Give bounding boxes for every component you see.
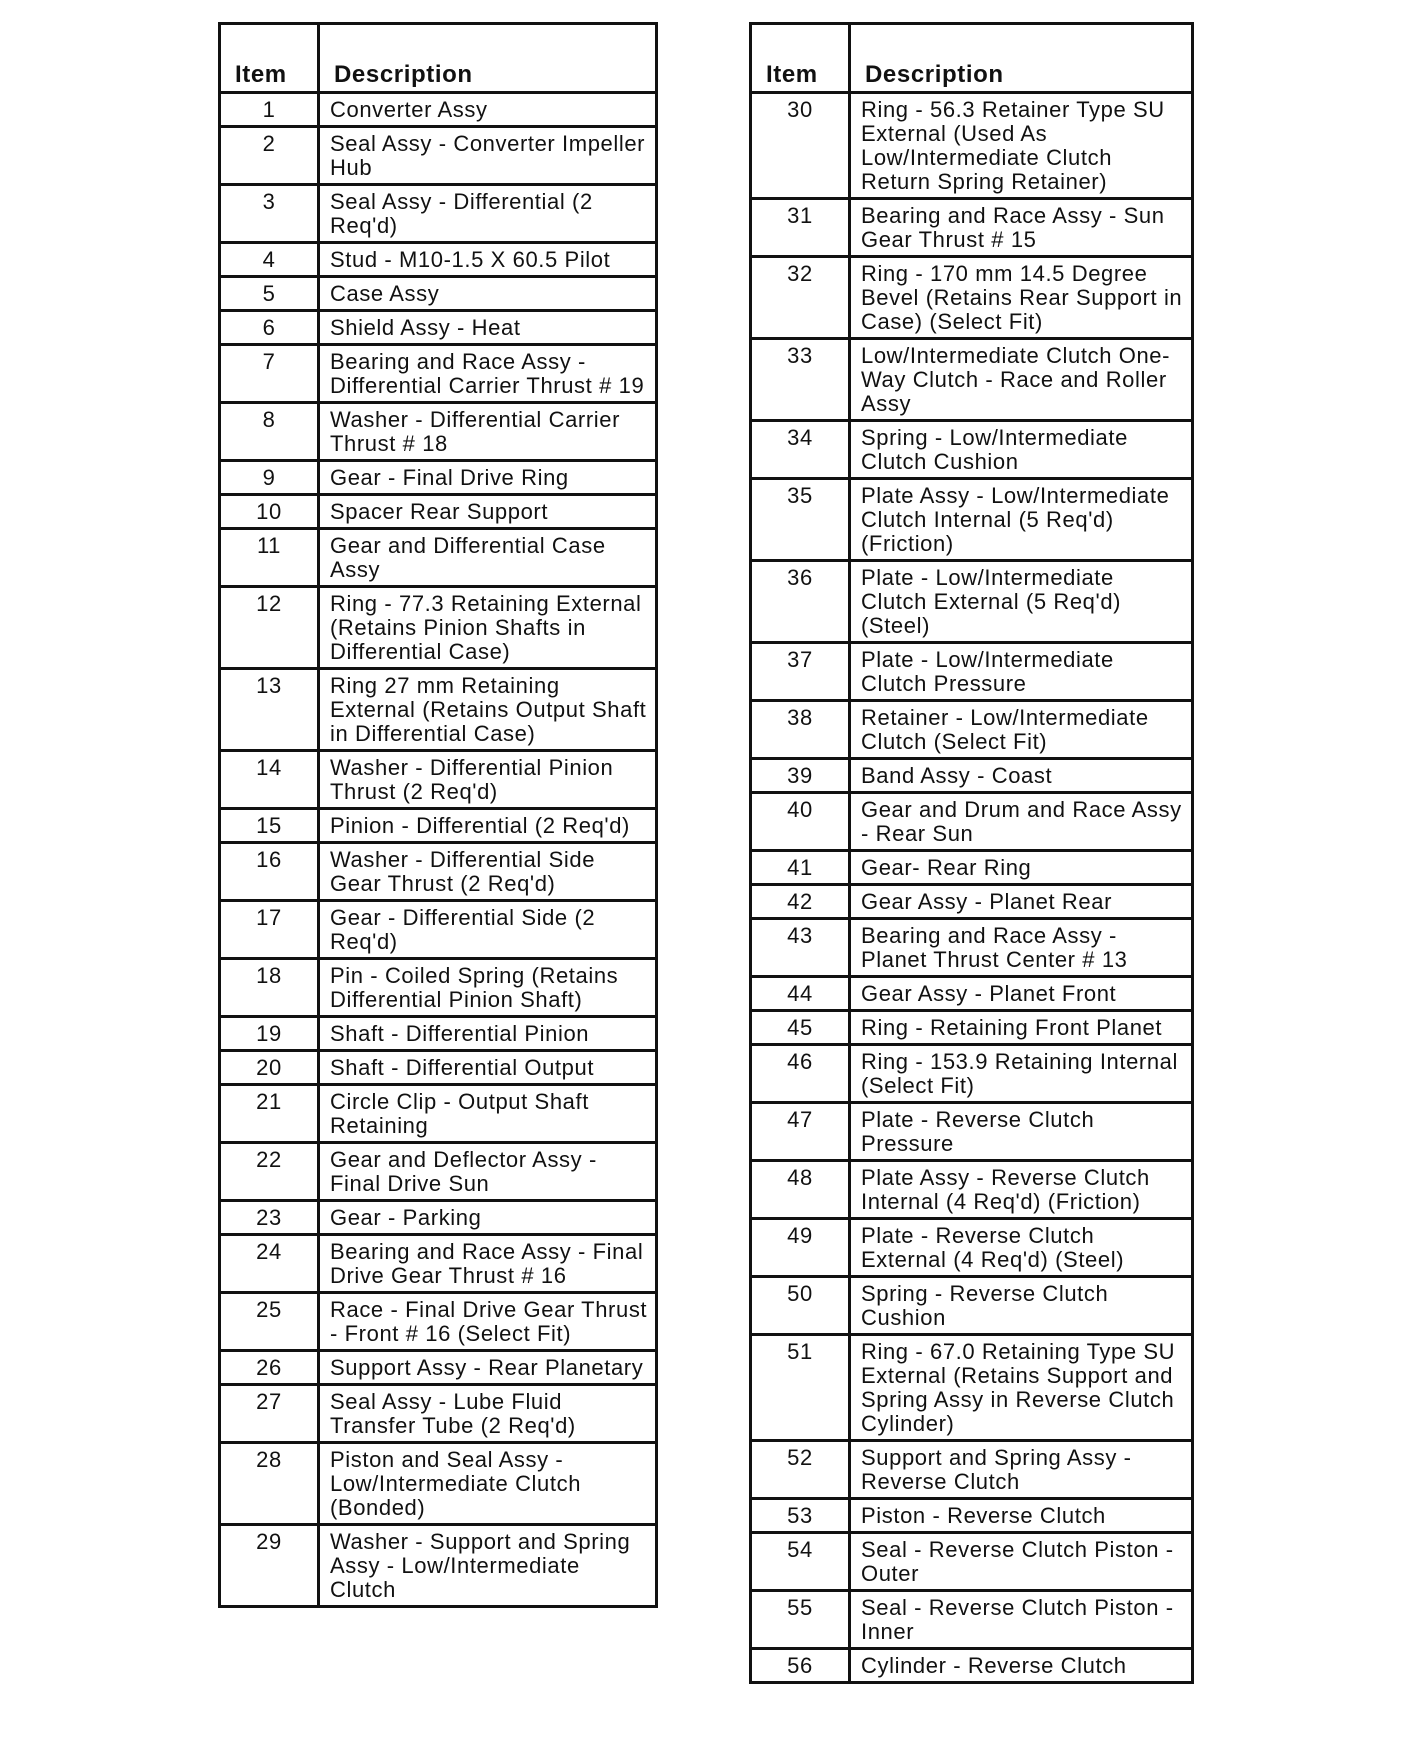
item-number: 56 xyxy=(751,1649,850,1683)
table-row xyxy=(751,1045,1193,1103)
parts-table-left-body xyxy=(220,93,657,1607)
item-description: Support Assy - Rear Planetary xyxy=(319,1351,657,1385)
item-description: Pin - Coiled Spring (Retains Differential Pinion Shaft) xyxy=(319,959,657,1017)
table-row xyxy=(220,243,657,277)
item-number: 4 xyxy=(220,243,319,277)
item-number: 8 xyxy=(220,403,319,461)
item-number: 55 xyxy=(751,1591,850,1649)
item-description: Bearing and Race Assy - Planet Thrust Center # 13 xyxy=(850,919,1193,977)
table-header-row xyxy=(220,24,657,93)
item-description: Ring - 77.3 Retaining External (Retains Pinion Shafts in Differential Case) xyxy=(319,587,657,669)
item-column-header: Item xyxy=(751,24,850,93)
item-description: Retainer - Low/Intermediate Clutch (Select Fit) xyxy=(850,701,1193,759)
item-description: Washer - Differential Carrier Thrust # 18 xyxy=(319,403,657,461)
item-description: Shield Assy - Heat xyxy=(319,311,657,345)
table-row xyxy=(751,643,1193,701)
item-description: Low/Intermediate Clutch One-Way Clutch - Race and Roller Assy xyxy=(850,339,1193,421)
item-description: Spacer Rear Support xyxy=(319,495,657,529)
table-row xyxy=(751,1533,1193,1591)
item-number: 24 xyxy=(220,1235,319,1293)
table-row xyxy=(751,1011,1193,1045)
item-number: 14 xyxy=(220,751,319,809)
item-number: 13 xyxy=(220,669,319,751)
table-row xyxy=(220,751,657,809)
item-description: Case Assy xyxy=(319,277,657,311)
item-number: 53 xyxy=(751,1499,850,1533)
item-description: Gear and Deflector Assy - Final Drive Sun xyxy=(319,1143,657,1201)
item-number: 29 xyxy=(220,1525,319,1607)
table-row xyxy=(751,919,1193,977)
item-description: Bearing and Race Assy - Final Drive Gear Thrust # 16 xyxy=(319,1235,657,1293)
table-row xyxy=(220,1201,657,1235)
item-description: Piston - Reverse Clutch xyxy=(850,1499,1193,1533)
table-row xyxy=(751,257,1193,339)
item-description: Race - Final Drive Gear Thrust - Front # 16 (Select Fit) xyxy=(319,1293,657,1351)
item-number: 40 xyxy=(751,793,850,851)
item-number: 21 xyxy=(220,1085,319,1143)
table-row xyxy=(220,587,657,669)
item-description: Shaft - Differential Pinion xyxy=(319,1017,657,1051)
table-row xyxy=(751,885,1193,919)
item-number: 33 xyxy=(751,339,850,421)
item-description: Circle Clip - Output Shaft Retaining xyxy=(319,1085,657,1143)
item-description: Ring - 170 mm 14.5 Degree Bevel (Retains Rear Support in Case) (Select Fit) xyxy=(850,257,1193,339)
table-row xyxy=(751,479,1193,561)
table-row xyxy=(751,1277,1193,1335)
item-number: 52 xyxy=(751,1441,850,1499)
item-number: 47 xyxy=(751,1103,850,1161)
item-description: Bearing and Race Assy - Sun Gear Thrust # 15 xyxy=(850,199,1193,257)
item-number: 22 xyxy=(220,1143,319,1201)
table-row xyxy=(220,311,657,345)
item-description: Gear Assy - Planet Front xyxy=(850,977,1193,1011)
item-number: 6 xyxy=(220,311,319,345)
table-row xyxy=(751,759,1193,793)
item-description: Spring - Low/Intermediate Clutch Cushion xyxy=(850,421,1193,479)
item-number: 36 xyxy=(751,561,850,643)
item-description: Washer - Support and Spring Assy - Low/Intermediate Clutch xyxy=(319,1525,657,1607)
item-description: Ring - Retaining Front Planet xyxy=(850,1011,1193,1045)
item-number: 11 xyxy=(220,529,319,587)
item-number: 20 xyxy=(220,1051,319,1085)
table-row xyxy=(220,843,657,901)
parts-table-right xyxy=(749,22,1194,1684)
table-row xyxy=(751,1649,1193,1683)
table-row xyxy=(220,1143,657,1201)
table-row xyxy=(751,561,1193,643)
item-description: Gear and Drum and Race Assy - Rear Sun xyxy=(850,793,1193,851)
item-number: 54 xyxy=(751,1533,850,1591)
table-row xyxy=(751,793,1193,851)
table-row xyxy=(220,959,657,1017)
item-number: 26 xyxy=(220,1351,319,1385)
item-number: 51 xyxy=(751,1335,850,1441)
table-row xyxy=(751,1441,1193,1499)
item-number: 35 xyxy=(751,479,850,561)
item-number: 23 xyxy=(220,1201,319,1235)
item-number: 27 xyxy=(220,1385,319,1443)
item-number: 17 xyxy=(220,901,319,959)
table-row xyxy=(220,901,657,959)
item-description: Gear- Rear Ring xyxy=(850,851,1193,885)
item-description: Seal Assy - Lube Fluid Transfer Tube (2 Req'd) xyxy=(319,1385,657,1443)
item-number: 16 xyxy=(220,843,319,901)
item-number: 41 xyxy=(751,851,850,885)
item-number: 18 xyxy=(220,959,319,1017)
table-row xyxy=(751,701,1193,759)
table-row xyxy=(220,1017,657,1051)
item-description: Stud - M10-1.5 X 60.5 Pilot xyxy=(319,243,657,277)
table-row xyxy=(220,529,657,587)
table-row xyxy=(220,669,657,751)
table-row xyxy=(751,1335,1193,1441)
item-number: 19 xyxy=(220,1017,319,1051)
item-description: Plate - Reverse Clutch External (4 Req'd) (Steel) xyxy=(850,1219,1193,1277)
table-row xyxy=(751,421,1193,479)
item-number: 38 xyxy=(751,701,850,759)
table-header-row xyxy=(751,24,1193,93)
item-number: 9 xyxy=(220,461,319,495)
table-row xyxy=(220,495,657,529)
item-number: 30 xyxy=(751,93,850,199)
table-row xyxy=(751,1103,1193,1161)
item-description: Gear - Final Drive Ring xyxy=(319,461,657,495)
item-description: Seal - Reverse Clutch Piston - Outer xyxy=(850,1533,1193,1591)
table-row xyxy=(220,277,657,311)
parts-table-right-body xyxy=(751,93,1193,1683)
item-description: Plate Assy - Low/Intermediate Clutch Internal (5 Req'd) (Friction) xyxy=(850,479,1193,561)
description-column-header: Description xyxy=(319,24,657,93)
item-description: Support and Spring Assy - Reverse Clutch xyxy=(850,1441,1193,1499)
table-row xyxy=(751,977,1193,1011)
item-number: 37 xyxy=(751,643,850,701)
item-number: 7 xyxy=(220,345,319,403)
item-description: Ring 27 mm Retaining External (Retains Output Shaft in Differential Case) xyxy=(319,669,657,751)
item-number: 49 xyxy=(751,1219,850,1277)
item-description: Gear - Differential Side (2 Req'd) xyxy=(319,901,657,959)
item-number: 44 xyxy=(751,977,850,1011)
item-description: Washer - Differential Pinion Thrust (2 Req'd) xyxy=(319,751,657,809)
table-row xyxy=(751,339,1193,421)
item-number: 50 xyxy=(751,1277,850,1335)
item-description: Plate - Low/Intermediate Clutch Pressure xyxy=(850,643,1193,701)
item-number: 12 xyxy=(220,587,319,669)
table-row xyxy=(751,1219,1193,1277)
item-description: Gear and Differential Case Assy xyxy=(319,529,657,587)
item-description: Ring - 67.0 Retaining Type SU External (Retains Support and Spring Assy in Reverse Clutch Cylinder) xyxy=(850,1335,1193,1441)
parts-table-left xyxy=(218,22,658,1608)
item-description: Seal Assy - Converter Impeller Hub xyxy=(319,127,657,185)
item-number: 42 xyxy=(751,885,850,919)
table-row xyxy=(220,93,657,127)
item-number: 3 xyxy=(220,185,319,243)
item-number: 1 xyxy=(220,93,319,127)
item-description: Seal - Reverse Clutch Piston - Inner xyxy=(850,1591,1193,1649)
table-row xyxy=(220,1085,657,1143)
item-number: 46 xyxy=(751,1045,850,1103)
item-description: Washer - Differential Side Gear Thrust (2 Req'd) xyxy=(319,843,657,901)
item-column-header: Item xyxy=(220,24,319,93)
item-number: 31 xyxy=(751,199,850,257)
item-description: Converter Assy xyxy=(319,93,657,127)
item-number: 43 xyxy=(751,919,850,977)
item-number: 5 xyxy=(220,277,319,311)
item-description: Bearing and Race Assy - Differential Carrier Thrust # 19 xyxy=(319,345,657,403)
item-description: Shaft - Differential Output xyxy=(319,1051,657,1085)
table-row xyxy=(220,1351,657,1385)
item-description: Gear - Parking xyxy=(319,1201,657,1235)
table-row xyxy=(220,403,657,461)
table-row xyxy=(220,345,657,403)
item-number: 10 xyxy=(220,495,319,529)
item-description: Piston and Seal Assy - Low/Intermediate Clutch (Bonded) xyxy=(319,1443,657,1525)
table-row xyxy=(220,1525,657,1607)
table-row xyxy=(751,199,1193,257)
table-row xyxy=(220,127,657,185)
item-number: 32 xyxy=(751,257,850,339)
table-row xyxy=(220,185,657,243)
item-description: Plate Assy - Reverse Clutch Internal (4 Req'd) (Friction) xyxy=(850,1161,1193,1219)
item-description: Band Assy - Coast xyxy=(850,759,1193,793)
item-number: 48 xyxy=(751,1161,850,1219)
table-row xyxy=(220,1293,657,1351)
item-description: Spring - Reverse Clutch Cushion xyxy=(850,1277,1193,1335)
table-row xyxy=(220,461,657,495)
item-number: 2 xyxy=(220,127,319,185)
item-number: 25 xyxy=(220,1293,319,1351)
table-row xyxy=(220,1051,657,1085)
item-description: Plate - Low/Intermediate Clutch External (5 Req'd) (Steel) xyxy=(850,561,1193,643)
table-row xyxy=(220,1385,657,1443)
table-row xyxy=(751,851,1193,885)
table-row xyxy=(220,809,657,843)
table-row xyxy=(751,1499,1193,1533)
table-row xyxy=(751,1591,1193,1649)
table-row xyxy=(751,93,1193,199)
item-description: Plate - Reverse Clutch Pressure xyxy=(850,1103,1193,1161)
table-row xyxy=(220,1443,657,1525)
item-description: Ring - 56.3 Retainer Type SU External (Used As Low/Intermediate Clutch Return Spring Retainer) xyxy=(850,93,1193,199)
item-number: 34 xyxy=(751,421,850,479)
item-description: Cylinder - Reverse Clutch xyxy=(850,1649,1193,1683)
item-description: Pinion - Differential (2 Req'd) xyxy=(319,809,657,843)
item-number: 28 xyxy=(220,1443,319,1525)
item-number: 39 xyxy=(751,759,850,793)
item-number: 45 xyxy=(751,1011,850,1045)
table-row xyxy=(220,1235,657,1293)
description-column-header: Description xyxy=(850,24,1193,93)
item-number: 15 xyxy=(220,809,319,843)
table-row xyxy=(751,1161,1193,1219)
item-description: Gear Assy - Planet Rear xyxy=(850,885,1193,919)
item-description: Ring - 153.9 Retaining Internal (Select Fit) xyxy=(850,1045,1193,1103)
item-description: Seal Assy - Differential (2 Req'd) xyxy=(319,185,657,243)
